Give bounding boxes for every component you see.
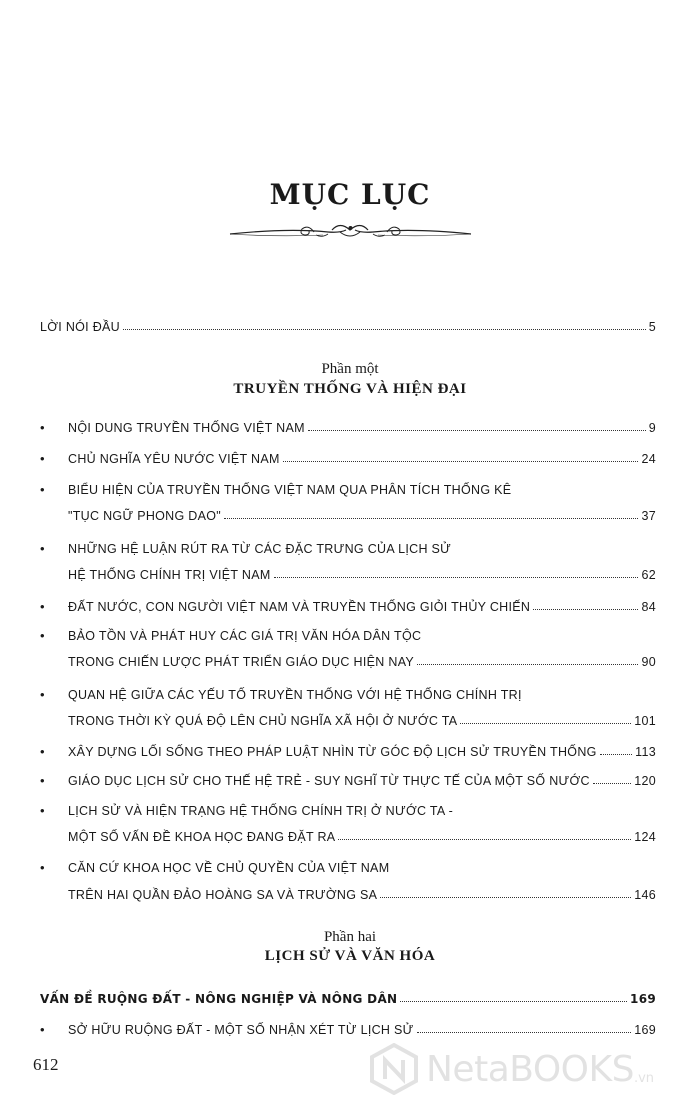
toc-entry-text: GIÁO DỤC LỊCH SỬ CHO THẾ HỆ TRẺ - SUY NGHĨ TỪ THỰC TẾ CỦA MỘT SỐ NƯỚC (68, 774, 590, 788)
toc-page-number: 5 (648, 320, 656, 334)
bullet-icon: • (40, 541, 45, 556)
dot-leader (308, 430, 646, 431)
toc-entry-text: VẤN ĐỀ RUỘNG ĐẤT - NÔNG NGHIỆP VÀ NÔNG DÂN (40, 992, 398, 1006)
part-label: Phần một (321, 361, 379, 377)
dot-leader (417, 664, 638, 665)
toc-page-number: 9 (648, 421, 656, 435)
watermark-text: NetaBOOKS (426, 1048, 634, 1090)
toc-entry-text: NỘI DUNG TRUYỀN THỐNG VIỆT NAM (68, 421, 305, 435)
bullet-icon: • (40, 1022, 45, 1037)
dot-leader (283, 461, 639, 462)
toc-page-number: 24 (641, 452, 656, 466)
toc-entry-text-line1: BẢO TỒN VÀ PHÁT HUY CÁC GIÁ TRỊ VĂN HÓA DÂN TỘC (68, 629, 422, 643)
dot-leader (593, 783, 631, 784)
toc-entry-intro[interactable] (40, 312, 656, 334)
toc-page-number: 37 (641, 509, 656, 523)
toc-entry-text-line2: HỆ THỐNG CHÍNH TRỊ VIỆT NAM (68, 568, 271, 582)
bullet-icon: • (40, 860, 45, 875)
toc-page-number: 62 (641, 568, 656, 582)
bullet-icon: • (40, 803, 45, 818)
dot-leader (123, 329, 646, 330)
toc-page-number: 169 (630, 992, 656, 1006)
bullet-icon: • (40, 773, 45, 788)
toc-entry-text: LỜI NÓI ĐẦU (40, 320, 121, 334)
dot-leader (224, 518, 638, 519)
toc-page-number: 84 (641, 600, 656, 614)
toc-page-number: 113 (635, 745, 656, 759)
toc-entry-continuation[interactable] (68, 822, 656, 844)
part-title: LỊCH SỬ VÀ VĂN HÓA (264, 948, 436, 964)
toc-entry-continuation[interactable] (68, 647, 656, 669)
part-label: Phần hai (323, 929, 377, 945)
toc-page-number: 120 (634, 774, 656, 788)
watermark-suffix: .vn (633, 1071, 655, 1086)
bullet-icon: • (40, 451, 45, 466)
toc-entry[interactable] (40, 621, 656, 643)
toc-entry[interactable] (40, 1015, 656, 1037)
dot-leader (400, 1001, 627, 1002)
toc-page-number: 169 (634, 1023, 656, 1037)
toc-page-number: 124 (634, 830, 656, 844)
toc-entry-text-line2: TRONG CHIẾN LƯỢC PHÁT TRIỂN GIÁO DỤC HIỆN NAY (68, 655, 415, 669)
toc-entry-text-line2: TRÊN HAI QUẦN ĐẢO HOÀNG SA VÀ TRƯỜNG SA (68, 888, 378, 902)
toc-entry[interactable] (40, 534, 656, 556)
toc-entry-text-line2: MỘT SỐ VẤN ĐỀ KHOA HỌC ĐANG ĐẶT RA (68, 830, 336, 844)
toc-entry-continuation[interactable] (68, 501, 656, 523)
toc-page-number: 101 (634, 714, 656, 728)
toc-entry-continuation[interactable] (68, 560, 656, 582)
dot-leader (338, 839, 631, 840)
toc-entry-text-line1: BIỂU HIỆN CỦA TRUYỀN THỐNG VIỆT NAM QUA PHÂN TÍCH THỐNG KÊ (68, 483, 512, 497)
toc-entry-text: SỞ HỮU RUỘNG ĐẤT - MỘT SỐ NHẬN XÉT TỪ LỊCH SỬ (68, 1023, 414, 1037)
toc-entry[interactable] (40, 680, 656, 702)
toc-page-number: 90 (641, 655, 656, 669)
toc-entry-text-line1: QUAN HỆ GIỮA CÁC YẾU TỐ TRUYỀN THỐNG VỚI HỆ THỐNG CHÍNH TRỊ (68, 688, 522, 702)
bullet-icon: • (40, 628, 45, 643)
page-title: MỤC LỤC (269, 178, 431, 211)
toc-entry-text: XÂY DỰNG LỐI SỐNG THEO PHÁP LUẬT NHÌN TỪ GÓC ĐỘ LỊCH SỬ TRUYỀN THỐNG (68, 745, 597, 759)
toc-entry[interactable] (40, 853, 656, 875)
bullet-icon: • (40, 687, 45, 702)
toc-entry[interactable] (40, 796, 656, 818)
toc-entry-text-line2: "TỤC NGỮ PHONG DAO" (68, 509, 222, 523)
toc-entry-text-line1: CĂN CỨ KHOA HỌC VỀ CHỦ QUYỀN CỦA VIỆT NAM (68, 861, 390, 875)
toc-entry-text-line1: LỊCH SỬ VÀ HIỆN TRẠNG HỆ THỐNG CHÍNH TRỊ Ở NƯỚC TA - (68, 804, 454, 818)
toc-entry[interactable] (40, 413, 656, 435)
dot-leader (417, 1032, 632, 1033)
bullet-icon: • (40, 420, 45, 435)
toc-entry-text-line1: NHỮNG HỆ LUẬN RÚT RA TỪ CÁC ĐẶC TRƯNG CỦA LỊCH SỬ (68, 542, 452, 556)
toc-entry-continuation[interactable] (68, 706, 656, 728)
toc-entry-text-line2: TRONG THỜI KỲ QUÁ ĐỘ LÊN CHỦ NGHĨA XÃ HỘI Ở NƯỚC TA (68, 714, 458, 728)
flourish-ornament-icon (228, 218, 473, 246)
toc-page-number: 146 (634, 888, 656, 902)
bullet-icon: • (40, 482, 45, 497)
toc-entry[interactable] (40, 737, 656, 759)
dot-leader (274, 577, 639, 578)
bullet-icon: • (40, 599, 45, 614)
watermark (368, 1042, 688, 1096)
toc-section-heading[interactable] (40, 984, 656, 1006)
part-title: TRUYỀN THỐNG VÀ HIỆN ĐẠI (233, 381, 467, 397)
dot-leader (460, 723, 631, 724)
toc-entry-text: ĐẤT NƯỚC, CON NGƯỜI VIỆT NAM VÀ TRUYỀN THỐNG GIỎI THỦY CHIẾN (68, 600, 531, 614)
dot-leader (380, 897, 631, 898)
toc-entry[interactable] (40, 475, 656, 497)
dot-leader (533, 609, 638, 610)
page-number: 612 (33, 1055, 59, 1074)
netabooks-logo-icon (368, 1043, 420, 1095)
toc-entry[interactable] (40, 444, 656, 466)
toc-entry-continuation[interactable] (68, 880, 656, 902)
toc-entry-text: CHỦ NGHĨA YÊU NƯỚC VIỆT NAM (68, 452, 280, 466)
bullet-icon: • (40, 744, 45, 759)
toc-entry[interactable] (40, 766, 656, 788)
dot-leader (600, 754, 632, 755)
toc-entry[interactable] (40, 592, 656, 614)
